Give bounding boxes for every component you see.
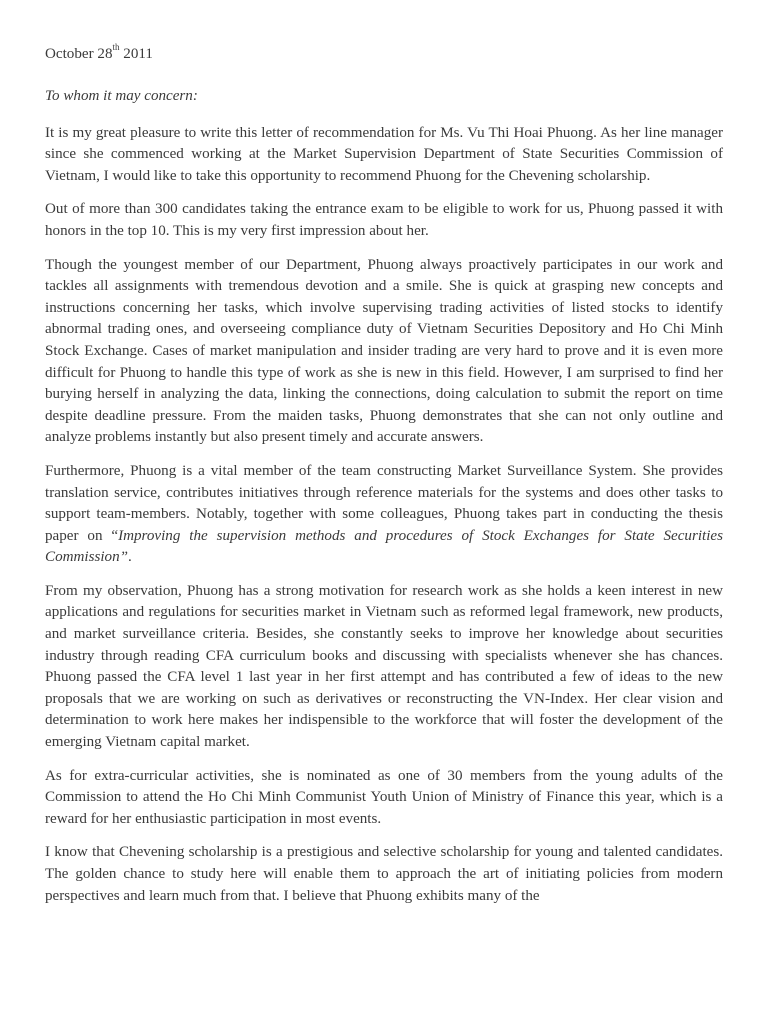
paragraph-surveillance-text: Furthermore, Phuong is a vital member of the team constructing Market Surveillance System. She provides translation service, contributes initiatives through reference materials for the systems and does other tasks to support team-members. Notably, together with some colleagues, Phuong takes part in conducting the thesis paper on “ bbox=[45, 462, 723, 544]
paragraph-entrance-exam: Out of more than 300 candidates taking the entrance exam to be eligible to work for us, Phuong passed it with honors in the top 10. This is my very first impression about her. bbox=[45, 201, 723, 239]
date-day: 28 bbox=[97, 46, 113, 62]
date-year: 2011 bbox=[123, 46, 153, 62]
date-suffix: th bbox=[112, 41, 120, 52]
paragraph-work-ethic: Though the youngest member of our Department, Phuong always proactively participates in our work and tackles all assignments with tremendous devotion and a smile. She is quick at grasping new concepts and instructions concerning her tasks, which involve supervising trading activities of listed stocks to identify abnormal trading ones, and overseeing compliance duty of Vietnam Securities Depository and Ho Chi Minh Stock Exchange. Cases of market manipulation and insider trading are very hard to prove and it is even more difficult for Phuong to handle this type of work as she is new in this field. However, I am surprised to find her burying herself in analyzing the data, linking the connections, doing calculation to submit the report on time despite deadline pressure. From the maiden tasks, Phuong demonstrates that she can not only outline and analyze problems instantly but also present timely and accurate answers. bbox=[45, 256, 723, 446]
paragraph-surveillance-end: . bbox=[128, 549, 132, 566]
paragraph-extracurricular: As for extra-curricular activities, she is nominated as one of 30 members from the young adults of the Commission to attend the Ho Chi Minh Communist Youth Union of Ministry of Finance this year, which is a reward for her enthusiastic participation in most events. bbox=[45, 767, 723, 827]
date-month: October bbox=[45, 46, 94, 62]
letter-page bbox=[45, 41, 723, 907]
paragraph-research: From my observation, Phuong has a strong motivation for research work as she holds a keen interest in new applications and regulations for securities market in Vietnam such as reformed legal framework, new products, and market surveillance criteria. Besides, she constantly seeks to improve her knowledge about securities industry through reading CFA curriculum books and discussing with specialists whenever she has chances. Phuong passed the CFA level 1 last year in her first attempt and has contributed a few of ideas to the new proposals that we are working on such as derivatives or reconstructing the VN-Index. Her clear vision and determination to work here makes her indispensible to the workforce that will foster the development of the emerging Vietnam capital market. bbox=[45, 582, 723, 751]
paragraph-chevening: I know that Chevening scholarship is a prestigious and selective scholarship for young and talented candidates. The golden chance to study here will enable them to approach the art of initiating policies from modern perspectives and learn much from that. I believe that Phuong exhibits many of the bbox=[45, 844, 723, 904]
paragraph-intro: It is my great pleasure to write this letter of recommendation for Ms. Vu Thi Hoai Phuong. As her line manager since she commenced working at the Market Supervision Department of State Securities Commission of Vietnam, I would like to take this opportunity to recommend Phuong for the Chevening scholarship. bbox=[45, 124, 723, 184]
letter-date bbox=[45, 41, 723, 66]
thesis-title: Improving the supervision methods and procedures of Stock Exchanges for State Securities Commission” bbox=[45, 527, 723, 566]
salutation: To whom it may concern: bbox=[45, 88, 198, 104]
paragraph-surveillance-system bbox=[45, 461, 723, 569]
